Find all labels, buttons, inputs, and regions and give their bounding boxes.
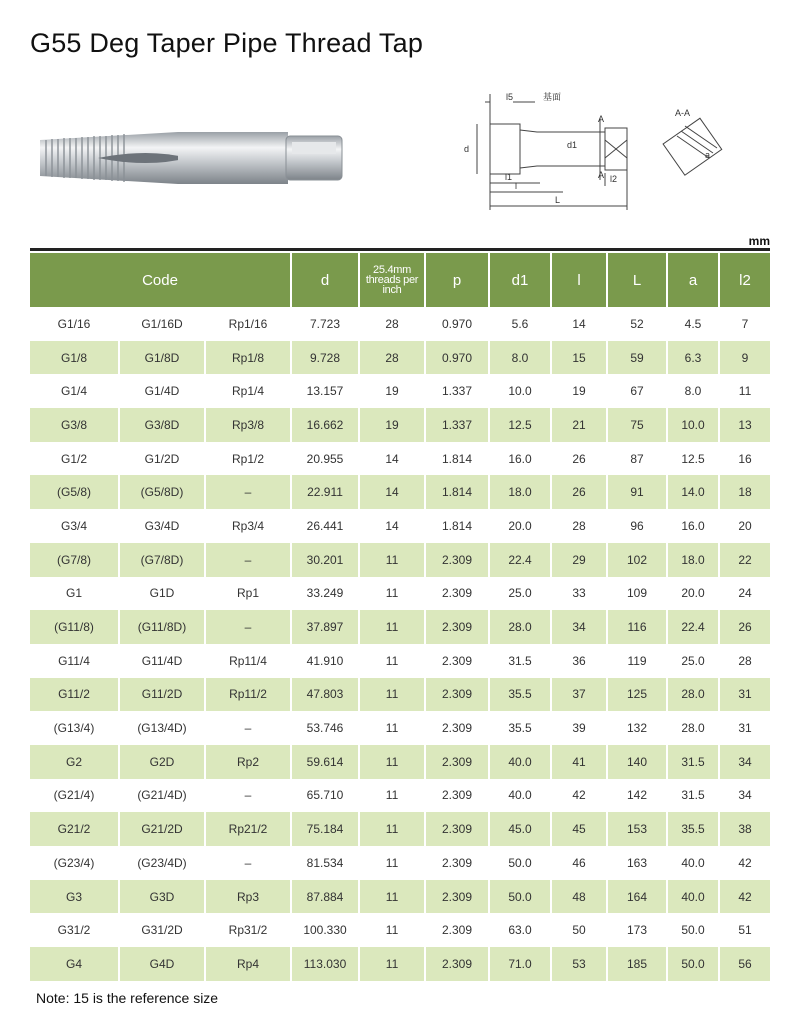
cell-d1: 5.6 [489,307,551,341]
cell-rp-code: Rp3/4 [205,509,291,543]
cell-L: 185 [607,947,667,981]
reference-note: Note: 15 is the reference size [36,990,219,1006]
cell-p: 2.309 [425,678,489,712]
cell-l2: 7 [741,316,749,331]
cell-a: 28.0 [667,711,719,745]
cell-a: 50.0 [667,913,719,947]
cell-rp-code: Rp1/4 [205,374,291,408]
table-row [30,341,770,375]
cell-rp-code: Rp3 [205,880,291,914]
cell-l: 33 [551,577,607,611]
cell-p: 1.337 [425,374,489,408]
cell-L: 119 [607,644,667,678]
cell-d1: 50.0 [489,880,551,914]
cell-rp-code: – [205,610,291,644]
cell-d: 37.897 [291,610,359,644]
page-title: G55 Deg Taper Pipe Thread Tap [30,28,424,58]
table-row [30,442,770,476]
cell-gd-code: (G21/4D) [119,779,205,813]
cell-L: 91 [607,475,667,509]
cell-rp-code: – [205,846,291,880]
tap-dimension-drawing [455,88,765,223]
cell-rp-code: Rp1/2 [205,442,291,476]
cell-gd-code: (G13/4D) [119,711,205,745]
tap-product-image [38,118,348,198]
cell-d: 100.330 [291,913,359,947]
cell-l2: 16 [738,451,752,466]
cell-threads-per-inch: 11 [359,711,425,745]
table-row [30,307,770,341]
table-row [30,880,770,914]
cell-gd-code: G1/8D [119,341,205,375]
cell-p: 2.309 [425,779,489,813]
cell-g-code: G11/2 [30,678,119,712]
table-body [30,307,770,981]
cell-l: 48 [551,880,607,914]
label-a: a [705,150,711,160]
table-row [30,408,770,442]
cell-l2: 56 [719,947,770,981]
cell-a: 20.0 [667,577,719,611]
cell-g-code: G4 [30,947,119,981]
cell-l: 42 [551,779,607,813]
cell-gd-code: G3/4D [119,509,205,543]
cell-p: 2.309 [425,880,489,914]
table-row [30,711,770,745]
cell-threads-per-inch: 11 [359,543,425,577]
cell-g-code: G1/16 [30,307,119,341]
label-l5: l5 [506,92,514,102]
cell-threads-per-inch: 11 [359,913,425,947]
cell-g-code: G1/8 [30,341,119,375]
cell-l2: 31 [738,721,752,736]
cell-g-code: (G13/4) [30,711,119,745]
cell-g-code: G3/8 [30,408,119,442]
table-row [30,577,770,611]
cell-l2: 24 [738,586,752,601]
label-A-bottom: A [598,170,605,180]
cell-d: 13.157 [291,374,359,408]
table-row [30,779,770,813]
cell-l2: 9 [719,341,770,375]
cell-threads-per-inch: 11 [359,577,425,611]
cell-g-code: (G23/4) [30,846,119,880]
cell-threads-per-inch: 11 [359,812,425,846]
cell-l: 37 [551,678,607,712]
cell-d1: 50.0 [489,846,551,880]
cell-l: 29 [551,543,607,577]
label-section: A-A [675,108,691,118]
cell-L: 173 [607,913,667,947]
cell-l: 28 [551,509,607,543]
table-row [30,812,770,846]
cell-d1: 20.0 [489,509,551,543]
cell-l: 53 [551,947,607,981]
cell-l: 46 [551,846,607,880]
cell-threads-per-inch: 11 [359,779,425,813]
label-l2: l2 [610,174,618,184]
label-l1: l1 [505,172,513,182]
cell-l: 50 [551,913,607,947]
header-code: Code [30,253,291,307]
cell-d1: 25.0 [489,577,551,611]
table-row [30,678,770,712]
cell-g-code: G1 [30,577,119,611]
cell-gd-code: G31/2D [119,913,205,947]
cell-g-code: (G5/8) [30,475,119,509]
cell-rp-code: – [205,711,291,745]
cell-gd-code: (G5/8D) [119,475,205,509]
cell-d1: 35.5 [489,711,551,745]
cell-d1: 35.5 [489,678,551,712]
cell-l2: 26 [719,610,770,644]
header-a: a [667,253,719,307]
cell-p: 1.814 [425,442,489,476]
cell-d: 26.441 [291,509,359,543]
cell-gd-code: (G11/8D) [119,610,205,644]
table-row [30,745,770,779]
cell-d1: 31.5 [489,644,551,678]
cell-g-code: (G7/8) [30,543,119,577]
cell-L: 87 [607,442,667,476]
cell-p: 2.309 [425,913,489,947]
cell-L: 140 [607,745,667,779]
cell-L: 67 [607,374,667,408]
cell-l: 39 [551,711,607,745]
cell-p: 1.814 [425,509,489,543]
table-row [30,644,770,678]
cell-l2: 34 [719,745,770,779]
cell-gd-code: G1/2D [119,442,205,476]
label-d1: d1 [567,140,578,150]
cell-rp-code: Rp2 [205,745,291,779]
cell-gd-code: (G7/8D) [119,543,205,577]
cell-p: 0.970 [425,307,489,341]
cell-threads-per-inch: 14 [359,509,425,543]
table-row [30,913,770,947]
cell-L: 142 [607,779,667,813]
cell-p: 2.309 [425,711,489,745]
cell-a: 40.0 [667,880,719,914]
unit-label: mm [748,234,770,248]
cell-rp-code: – [205,543,291,577]
cell-p: 2.309 [425,812,489,846]
table-row [30,374,770,408]
table-row [30,610,770,644]
cell-threads-per-inch: 11 [359,947,425,981]
label-l: l [515,181,517,191]
cell-l2: 22 [719,543,770,577]
cell-g-code: G2 [30,745,119,779]
cell-d: 22.911 [291,475,359,509]
cell-d1: 12.5 [489,408,551,442]
cell-L: 109 [607,577,667,611]
cell-L: 116 [607,610,667,644]
cell-a: 10.0 [667,408,719,442]
cell-rp-code: – [205,475,291,509]
cell-d: 87.884 [291,880,359,914]
cell-rp-code: Rp11/4 [205,644,291,678]
cell-d: 75.184 [291,812,359,846]
cell-g-code: G31/2 [30,913,119,947]
cell-d1: 40.0 [489,779,551,813]
table-row [30,947,770,981]
table-row [30,846,770,880]
cell-d1: 40.0 [489,745,551,779]
cell-l: 45 [551,812,607,846]
cell-threads-per-inch: 11 [359,745,425,779]
cell-p: 2.309 [425,577,489,611]
cell-gd-code: G1/4D [119,374,205,408]
header-d: d [291,253,359,307]
cell-p: 2.309 [425,543,489,577]
cell-d: 16.662 [291,408,359,442]
cell-d1: 10.0 [489,374,551,408]
cell-threads-per-inch: 19 [359,374,425,408]
cell-l: 15 [551,341,607,375]
header-d1: d1 [489,253,551,307]
cell-gd-code: (G23/4D) [119,846,205,880]
cell-gd-code: G3/8D [119,408,205,442]
cell-d: 7.723 [291,307,359,341]
cell-threads-per-inch: 11 [359,644,425,678]
cell-a: 31.5 [667,779,719,813]
cell-d1: 45.0 [489,812,551,846]
table-row [30,509,770,543]
cell-g-code: G21/2 [30,812,119,846]
cell-l2: 11 [738,384,752,399]
cell-p: 1.814 [425,475,489,509]
cell-l2: 42 [738,855,752,870]
cell-d: 47.803 [291,678,359,712]
cell-L: 102 [607,543,667,577]
cell-a: 4.5 [667,307,719,341]
header-L: L [607,253,667,307]
cell-gd-code: G1D [119,577,205,611]
cell-l: 36 [551,644,607,678]
cell-L: 52 [607,307,667,341]
cell-rp-code: Rp1 [205,577,291,611]
cell-p: 2.309 [425,947,489,981]
cell-gd-code: G11/2D [119,678,205,712]
cell-threads-per-inch: 11 [359,880,425,914]
header-threads-per-inch [359,253,425,307]
cell-a: 16.0 [667,509,719,543]
cell-p: 2.309 [425,846,489,880]
cell-a: 35.5 [667,812,719,846]
cell-g-code: G1/4 [30,374,119,408]
label-datum: 基面 [543,92,562,102]
cell-g-code: G1/2 [30,442,119,476]
cell-d: 65.710 [291,779,359,813]
cell-a: 6.3 [667,341,719,375]
table-header-row [30,253,770,307]
header-l: l [551,253,607,307]
cell-l2: 13 [719,408,770,442]
label-d: d [464,144,470,154]
cell-a: 28.0 [667,678,719,712]
cell-gd-code: G4D [119,947,205,981]
cell-threads-per-inch: 14 [359,475,425,509]
cell-L: 153 [607,812,667,846]
header-p: p [425,253,489,307]
label-A-top: A [598,114,605,124]
cell-rp-code: Rp3/8 [205,408,291,442]
cell-d: 53.746 [291,711,359,745]
cell-l2: 28 [738,653,752,668]
cell-rp-code: Rp11/2 [205,678,291,712]
cell-d1: 22.4 [489,543,551,577]
label-L: L [555,195,561,205]
cell-d: 9.728 [291,341,359,375]
cell-d1: 28.0 [489,610,551,644]
cell-g-code: G3/4 [30,509,119,543]
cell-rp-code: Rp21/2 [205,812,291,846]
cell-L: 125 [607,678,667,712]
cell-threads-per-inch: 11 [359,846,425,880]
cell-d1: 63.0 [489,913,551,947]
cell-L: 96 [607,509,667,543]
header-tpi-line3: inch [382,284,402,296]
cell-gd-code: G2D [119,745,205,779]
cell-d1: 16.0 [489,442,551,476]
cell-d: 81.534 [291,846,359,880]
cell-a: 18.0 [667,543,719,577]
cell-l: 21 [551,408,607,442]
cell-p: 2.309 [425,610,489,644]
header-l2: l2 [719,253,770,307]
cell-a: 25.0 [667,644,719,678]
cell-l2: 31 [719,678,770,712]
cell-d: 41.910 [291,644,359,678]
cell-g-code: (G21/4) [30,779,119,813]
cell-p: 1.337 [425,408,489,442]
cell-g-code: (G11/8) [30,610,119,644]
header-tpi-line2: threads per [365,274,419,286]
cell-L: 59 [607,341,667,375]
cell-d1: 8.0 [489,341,551,375]
cell-threads-per-inch: 11 [359,610,425,644]
cell-l: 19 [551,374,607,408]
cell-l: 41 [551,745,607,779]
table-row [30,543,770,577]
cell-d: 30.201 [291,543,359,577]
cell-rp-code: Rp31/2 [205,913,291,947]
cell-l2: 38 [719,812,770,846]
cell-threads-per-inch: 14 [359,442,425,476]
cell-a: 31.5 [667,745,719,779]
cell-a: 22.4 [667,610,719,644]
cell-d1: 18.0 [489,475,551,509]
cell-gd-code: G21/2D [119,812,205,846]
cell-g-code: G3 [30,880,119,914]
cell-l2: 18 [719,475,770,509]
cell-L: 132 [607,711,667,745]
cell-gd-code: G1/16D [119,307,205,341]
cell-L: 164 [607,880,667,914]
cell-l: 26 [551,442,607,476]
cell-l: 14 [551,307,607,341]
cell-p: 0.970 [425,341,489,375]
cell-L: 75 [607,408,667,442]
table-row [30,475,770,509]
header-rule [30,248,770,251]
cell-p: 2.309 [425,745,489,779]
cell-l: 34 [551,610,607,644]
cell-d: 20.955 [291,442,359,476]
cell-gd-code: G3D [119,880,205,914]
cell-l2: 51 [738,923,752,938]
cell-rp-code: Rp1/8 [205,341,291,375]
cell-g-code: G11/4 [30,644,119,678]
cell-l: 26 [551,475,607,509]
cell-d: 59.614 [291,745,359,779]
cell-rp-code: Rp1/16 [205,307,291,341]
cell-a: 12.5 [667,442,719,476]
spec-table [30,253,770,981]
cell-L: 163 [607,846,667,880]
cell-threads-per-inch: 28 [359,341,425,375]
header-tpi-line1: 25.4mm [373,264,411,276]
cell-d1: 71.0 [489,947,551,981]
cell-rp-code: Rp4 [205,947,291,981]
cell-d: 113.030 [291,947,359,981]
cell-threads-per-inch: 28 [359,307,425,341]
cell-l2: 42 [719,880,770,914]
cell-l2: 20 [738,518,752,533]
cell-gd-code: G11/4D [119,644,205,678]
cell-a: 8.0 [667,374,719,408]
cell-d: 33.249 [291,577,359,611]
cell-a: 50.0 [667,947,719,981]
cell-a: 14.0 [667,475,719,509]
cell-rp-code: – [205,779,291,813]
cell-l2: 34 [738,788,752,803]
cell-threads-per-inch: 11 [359,678,425,712]
cell-p: 2.309 [425,644,489,678]
cell-threads-per-inch: 19 [359,408,425,442]
cell-a: 40.0 [667,846,719,880]
